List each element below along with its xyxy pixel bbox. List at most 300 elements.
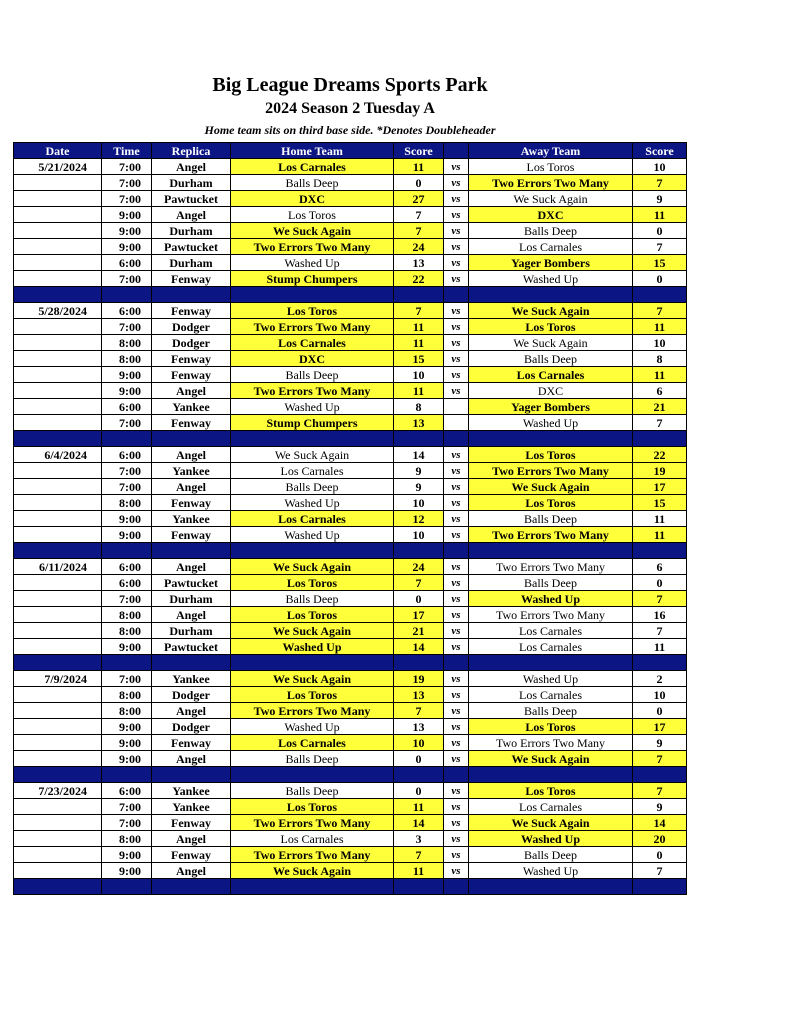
time-cell: 6:00	[102, 255, 152, 271]
home-score-cell: 7	[394, 207, 444, 223]
vs-cell: vs	[444, 191, 469, 207]
replica-cell: Pawtucket	[152, 639, 231, 655]
week-separator-row	[14, 767, 687, 783]
replica-cell: Pawtucket	[152, 575, 231, 591]
separator-cell	[394, 767, 444, 783]
week-separator-row	[14, 655, 687, 671]
separator-cell	[231, 655, 394, 671]
date-cell	[14, 255, 102, 271]
date-cell	[14, 847, 102, 863]
table-row	[14, 575, 687, 591]
home-team-cell: Washed Up	[231, 527, 394, 543]
time-cell: 8:00	[102, 831, 152, 847]
replica-cell: Angel	[152, 159, 231, 175]
separator-cell	[633, 879, 687, 895]
separator-cell	[633, 543, 687, 559]
vs-cell: vs	[444, 575, 469, 591]
replica-cell: Angel	[152, 831, 231, 847]
away-team-cell: Los Toros	[469, 159, 633, 175]
away-score-cell: 6	[633, 559, 687, 575]
home-score-cell: 11	[394, 159, 444, 175]
vs-cell: vs	[444, 335, 469, 351]
home-team-cell: Stump Chumpers	[231, 415, 394, 431]
date-cell	[14, 367, 102, 383]
vs-cell: vs	[444, 479, 469, 495]
replica-cell: Durham	[152, 255, 231, 271]
vs-cell: vs	[444, 351, 469, 367]
table-row	[14, 719, 687, 735]
replica-cell: Yankee	[152, 463, 231, 479]
separator-cell	[469, 655, 633, 671]
away-score-cell: 17	[633, 719, 687, 735]
vs-cell: vs	[444, 223, 469, 239]
vs-cell: vs	[444, 175, 469, 191]
separator-cell	[102, 431, 152, 447]
away-score-cell: 20	[633, 831, 687, 847]
replica-cell: Angel	[152, 751, 231, 767]
time-cell: 9:00	[102, 367, 152, 383]
home-team-cell: DXC	[231, 191, 394, 207]
time-cell: 6:00	[102, 559, 152, 575]
date-cell	[14, 751, 102, 767]
separator-cell	[469, 431, 633, 447]
separator-cell	[231, 287, 394, 303]
home-team-cell: DXC	[231, 351, 394, 367]
table-row	[14, 159, 687, 175]
time-cell: 6:00	[102, 783, 152, 799]
col-header-date: Date	[14, 143, 102, 159]
date-cell	[14, 607, 102, 623]
time-cell: 7:00	[102, 463, 152, 479]
away-team-cell: Los Carnales	[469, 799, 633, 815]
away-score-cell: 11	[633, 207, 687, 223]
away-team-cell: Two Errors Two Many	[469, 463, 633, 479]
date-cell	[14, 591, 102, 607]
away-score-cell: 2	[633, 671, 687, 687]
away-score-cell: 0	[633, 223, 687, 239]
table-row	[14, 271, 687, 287]
separator-cell	[14, 543, 102, 559]
replica-cell: Yankee	[152, 783, 231, 799]
away-score-cell: 7	[633, 175, 687, 191]
separator-cell	[152, 879, 231, 895]
away-team-cell: Balls Deep	[469, 575, 633, 591]
replica-cell: Fenway	[152, 527, 231, 543]
col-header-time: Time	[102, 143, 152, 159]
separator-cell	[152, 543, 231, 559]
time-cell: 6:00	[102, 447, 152, 463]
time-cell: 7:00	[102, 191, 152, 207]
replica-cell: Angel	[152, 479, 231, 495]
home-score-cell: 13	[394, 255, 444, 271]
date-cell	[14, 511, 102, 527]
away-score-cell: 10	[633, 159, 687, 175]
away-team-cell: Los Carnales	[469, 239, 633, 255]
date-cell	[14, 623, 102, 639]
date-cell	[14, 495, 102, 511]
col-header-home-team: Home Team	[231, 143, 394, 159]
separator-cell	[14, 431, 102, 447]
time-cell: 9:00	[102, 863, 152, 879]
time-cell: 8:00	[102, 687, 152, 703]
replica-cell: Angel	[152, 447, 231, 463]
vs-cell: vs	[444, 559, 469, 575]
replica-cell: Durham	[152, 623, 231, 639]
table-row	[14, 335, 687, 351]
table-row	[14, 527, 687, 543]
time-cell: 7:00	[102, 815, 152, 831]
home-team-cell: Washed Up	[231, 255, 394, 271]
replica-cell: Yankee	[152, 799, 231, 815]
separator-cell	[152, 655, 231, 671]
replica-cell: Fenway	[152, 303, 231, 319]
home-score-cell: 7	[394, 303, 444, 319]
away-score-cell: 0	[633, 271, 687, 287]
time-cell: 7:00	[102, 175, 152, 191]
replica-cell: Angel	[152, 863, 231, 879]
date-cell: 5/21/2024	[14, 159, 102, 175]
away-team-cell: Washed Up	[469, 863, 633, 879]
vs-cell: vs	[444, 255, 469, 271]
time-cell: 7:00	[102, 479, 152, 495]
vs-cell: vs	[444, 463, 469, 479]
week-separator-row	[14, 543, 687, 559]
separator-cell	[14, 879, 102, 895]
home-score-cell: 3	[394, 831, 444, 847]
away-team-cell: Balls Deep	[469, 351, 633, 367]
vs-cell: vs	[444, 671, 469, 687]
date-cell	[14, 319, 102, 335]
home-score-cell: 17	[394, 607, 444, 623]
table-row	[14, 751, 687, 767]
vs-cell: vs	[444, 527, 469, 543]
away-score-cell: 8	[633, 351, 687, 367]
replica-cell: Fenway	[152, 367, 231, 383]
home-score-cell: 15	[394, 351, 444, 367]
away-team-cell: Los Toros	[469, 495, 633, 511]
home-score-cell: 11	[394, 863, 444, 879]
home-team-cell: We Suck Again	[231, 863, 394, 879]
separator-cell	[394, 431, 444, 447]
replica-cell: Angel	[152, 607, 231, 623]
date-cell	[14, 735, 102, 751]
schedule-table	[13, 142, 687, 895]
away-team-cell: Two Errors Two Many	[469, 607, 633, 623]
vs-cell: vs	[444, 687, 469, 703]
away-score-cell: 11	[633, 319, 687, 335]
time-cell: 7:00	[102, 415, 152, 431]
separator-cell	[14, 767, 102, 783]
vs-cell: vs	[444, 319, 469, 335]
table-row	[14, 623, 687, 639]
away-score-cell: 7	[633, 303, 687, 319]
replica-cell: Fenway	[152, 847, 231, 863]
away-team-cell: Los Toros	[469, 447, 633, 463]
home-team-cell: Los Toros	[231, 303, 394, 319]
table-row	[14, 735, 687, 751]
home-score-cell: 9	[394, 463, 444, 479]
replica-cell: Angel	[152, 383, 231, 399]
header-row	[14, 143, 687, 159]
replica-cell: Fenway	[152, 495, 231, 511]
date-cell	[14, 191, 102, 207]
time-cell: 9:00	[102, 719, 152, 735]
home-score-cell: 10	[394, 495, 444, 511]
separator-cell	[231, 879, 394, 895]
separator-cell	[102, 287, 152, 303]
table-row	[14, 175, 687, 191]
replica-cell: Durham	[152, 223, 231, 239]
separator-cell	[633, 655, 687, 671]
table-row	[14, 863, 687, 879]
away-team-cell: We Suck Again	[469, 815, 633, 831]
date-cell	[14, 463, 102, 479]
time-cell: 8:00	[102, 495, 152, 511]
separator-cell	[633, 767, 687, 783]
separator-cell	[394, 287, 444, 303]
replica-cell: Yankee	[152, 511, 231, 527]
schedule-note: Home team sits on third base side. *Denotes Doubleheader	[204, 123, 496, 137]
vs-cell: vs	[444, 271, 469, 287]
home-team-cell: Los Carnales	[231, 831, 394, 847]
away-team-cell: Balls Deep	[469, 703, 633, 719]
week-separator-row	[14, 879, 687, 895]
away-team-cell: Yager Bombers	[469, 255, 633, 271]
away-score-cell: 21	[633, 399, 687, 415]
away-team-cell: Two Errors Two Many	[469, 559, 633, 575]
away-team-cell: Yager Bombers	[469, 399, 633, 415]
date-cell	[14, 815, 102, 831]
home-team-cell: Los Carnales	[231, 511, 394, 527]
date-cell	[14, 351, 102, 367]
vs-cell: vs	[444, 831, 469, 847]
col-header-vs	[444, 143, 469, 159]
home-score-cell: 9	[394, 479, 444, 495]
table-row	[14, 815, 687, 831]
date-cell	[14, 383, 102, 399]
table-row	[14, 847, 687, 863]
home-score-cell: 21	[394, 623, 444, 639]
date-cell	[14, 575, 102, 591]
table-row	[14, 319, 687, 335]
table-row	[14, 463, 687, 479]
away-score-cell: 11	[633, 527, 687, 543]
page-title: Big League Dreams Sports Park	[212, 74, 488, 96]
separator-cell	[231, 431, 394, 447]
home-team-cell: We Suck Again	[231, 623, 394, 639]
date-cell	[14, 703, 102, 719]
date-cell	[14, 207, 102, 223]
replica-cell: Pawtucket	[152, 191, 231, 207]
date-cell: 6/11/2024	[14, 559, 102, 575]
vs-cell: vs	[444, 815, 469, 831]
table-row	[14, 687, 687, 703]
away-team-cell: Los Toros	[469, 783, 633, 799]
date-cell	[14, 239, 102, 255]
home-score-cell: 0	[394, 175, 444, 191]
away-score-cell: 7	[633, 623, 687, 639]
away-team-cell: Two Errors Two Many	[469, 527, 633, 543]
date-cell	[14, 687, 102, 703]
away-score-cell: 10	[633, 687, 687, 703]
vs-cell: vs	[444, 367, 469, 383]
separator-cell	[394, 879, 444, 895]
separator-cell	[469, 287, 633, 303]
table-row	[14, 495, 687, 511]
away-score-cell: 17	[633, 479, 687, 495]
away-team-cell: Los Carnales	[469, 687, 633, 703]
vs-cell: vs	[444, 511, 469, 527]
home-team-cell: We Suck Again	[231, 447, 394, 463]
away-score-cell: 22	[633, 447, 687, 463]
away-team-cell: Two Errors Two Many	[469, 175, 633, 191]
vs-cell: vs	[444, 703, 469, 719]
home-score-cell: 10	[394, 735, 444, 751]
table-row	[14, 255, 687, 271]
separator-cell	[633, 431, 687, 447]
away-score-cell: 7	[633, 415, 687, 431]
home-score-cell: 7	[394, 223, 444, 239]
vs-cell	[444, 399, 469, 415]
home-score-cell: 13	[394, 415, 444, 431]
away-team-cell: We Suck Again	[469, 479, 633, 495]
vs-cell: vs	[444, 847, 469, 863]
away-team-cell: Los Carnales	[469, 367, 633, 383]
replica-cell: Fenway	[152, 735, 231, 751]
home-team-cell: Two Errors Two Many	[231, 815, 394, 831]
separator-cell	[394, 543, 444, 559]
away-score-cell: 7	[633, 863, 687, 879]
away-score-cell: 0	[633, 847, 687, 863]
table-row	[14, 639, 687, 655]
separator-cell	[444, 431, 469, 447]
time-cell: 9:00	[102, 239, 152, 255]
time-cell: 8:00	[102, 623, 152, 639]
away-score-cell: 7	[633, 591, 687, 607]
separator-cell	[102, 767, 152, 783]
vs-cell: vs	[444, 159, 469, 175]
separator-cell	[444, 767, 469, 783]
home-team-cell: Two Errors Two Many	[231, 319, 394, 335]
time-cell: 9:00	[102, 383, 152, 399]
table-row	[14, 799, 687, 815]
time-cell: 9:00	[102, 223, 152, 239]
date-cell	[14, 399, 102, 415]
home-score-cell: 24	[394, 559, 444, 575]
home-score-cell: 8	[394, 399, 444, 415]
separator-cell	[469, 767, 633, 783]
vs-cell: vs	[444, 447, 469, 463]
home-score-cell: 13	[394, 719, 444, 735]
replica-cell: Durham	[152, 591, 231, 607]
home-team-cell: Los Toros	[231, 607, 394, 623]
vs-cell: vs	[444, 863, 469, 879]
table-row	[14, 399, 687, 415]
vs-cell: vs	[444, 207, 469, 223]
table-row	[14, 239, 687, 255]
home-team-cell: Los Toros	[231, 799, 394, 815]
separator-cell	[102, 879, 152, 895]
away-team-cell: Los Carnales	[469, 623, 633, 639]
col-header-home-score: Score	[394, 143, 444, 159]
time-cell: 9:00	[102, 847, 152, 863]
separator-cell	[14, 655, 102, 671]
vs-cell: vs	[444, 799, 469, 815]
time-cell: 8:00	[102, 335, 152, 351]
away-score-cell: 9	[633, 799, 687, 815]
home-team-cell: Two Errors Two Many	[231, 383, 394, 399]
date-cell	[14, 863, 102, 879]
separator-cell	[102, 543, 152, 559]
table-row	[14, 479, 687, 495]
replica-cell: Dodger	[152, 687, 231, 703]
date-cell	[14, 479, 102, 495]
home-team-cell: Balls Deep	[231, 175, 394, 191]
home-team-cell: Washed Up	[231, 495, 394, 511]
separator-cell	[444, 879, 469, 895]
vs-cell: vs	[444, 607, 469, 623]
time-cell: 9:00	[102, 639, 152, 655]
home-team-cell: Los Carnales	[231, 159, 394, 175]
replica-cell: Dodger	[152, 335, 231, 351]
home-team-cell: Los Carnales	[231, 335, 394, 351]
table-row	[14, 591, 687, 607]
home-score-cell: 0	[394, 591, 444, 607]
away-score-cell: 16	[633, 607, 687, 623]
vs-cell: vs	[444, 639, 469, 655]
date-cell	[14, 639, 102, 655]
away-team-cell: Balls Deep	[469, 223, 633, 239]
separator-cell	[469, 879, 633, 895]
away-score-cell: 0	[633, 703, 687, 719]
home-score-cell: 13	[394, 687, 444, 703]
replica-cell: Angel	[152, 703, 231, 719]
date-cell: 7/23/2024	[14, 783, 102, 799]
away-score-cell: 11	[633, 511, 687, 527]
separator-cell	[152, 431, 231, 447]
separator-cell	[231, 543, 394, 559]
home-team-cell: Washed Up	[231, 719, 394, 735]
replica-cell: Dodger	[152, 319, 231, 335]
date-cell	[14, 175, 102, 191]
replica-cell: Fenway	[152, 351, 231, 367]
home-team-cell: Two Errors Two Many	[231, 703, 394, 719]
date-cell	[14, 415, 102, 431]
separator-cell	[152, 767, 231, 783]
home-team-cell: Los Toros	[231, 575, 394, 591]
time-cell: 9:00	[102, 751, 152, 767]
home-team-cell: We Suck Again	[231, 223, 394, 239]
table-row	[14, 559, 687, 575]
vs-cell: vs	[444, 623, 469, 639]
time-cell: 9:00	[102, 511, 152, 527]
separator-cell	[14, 287, 102, 303]
home-score-cell: 7	[394, 703, 444, 719]
home-score-cell: 0	[394, 783, 444, 799]
home-score-cell: 11	[394, 383, 444, 399]
vs-cell: vs	[444, 719, 469, 735]
home-score-cell: 19	[394, 671, 444, 687]
table-row	[14, 303, 687, 319]
separator-cell	[469, 543, 633, 559]
col-header-away-score: Score	[633, 143, 687, 159]
vs-cell	[444, 415, 469, 431]
home-team-cell: Stump Chumpers	[231, 271, 394, 287]
away-team-cell: DXC	[469, 207, 633, 223]
week-separator-row	[14, 287, 687, 303]
date-cell	[14, 831, 102, 847]
away-team-cell: Washed Up	[469, 415, 633, 431]
